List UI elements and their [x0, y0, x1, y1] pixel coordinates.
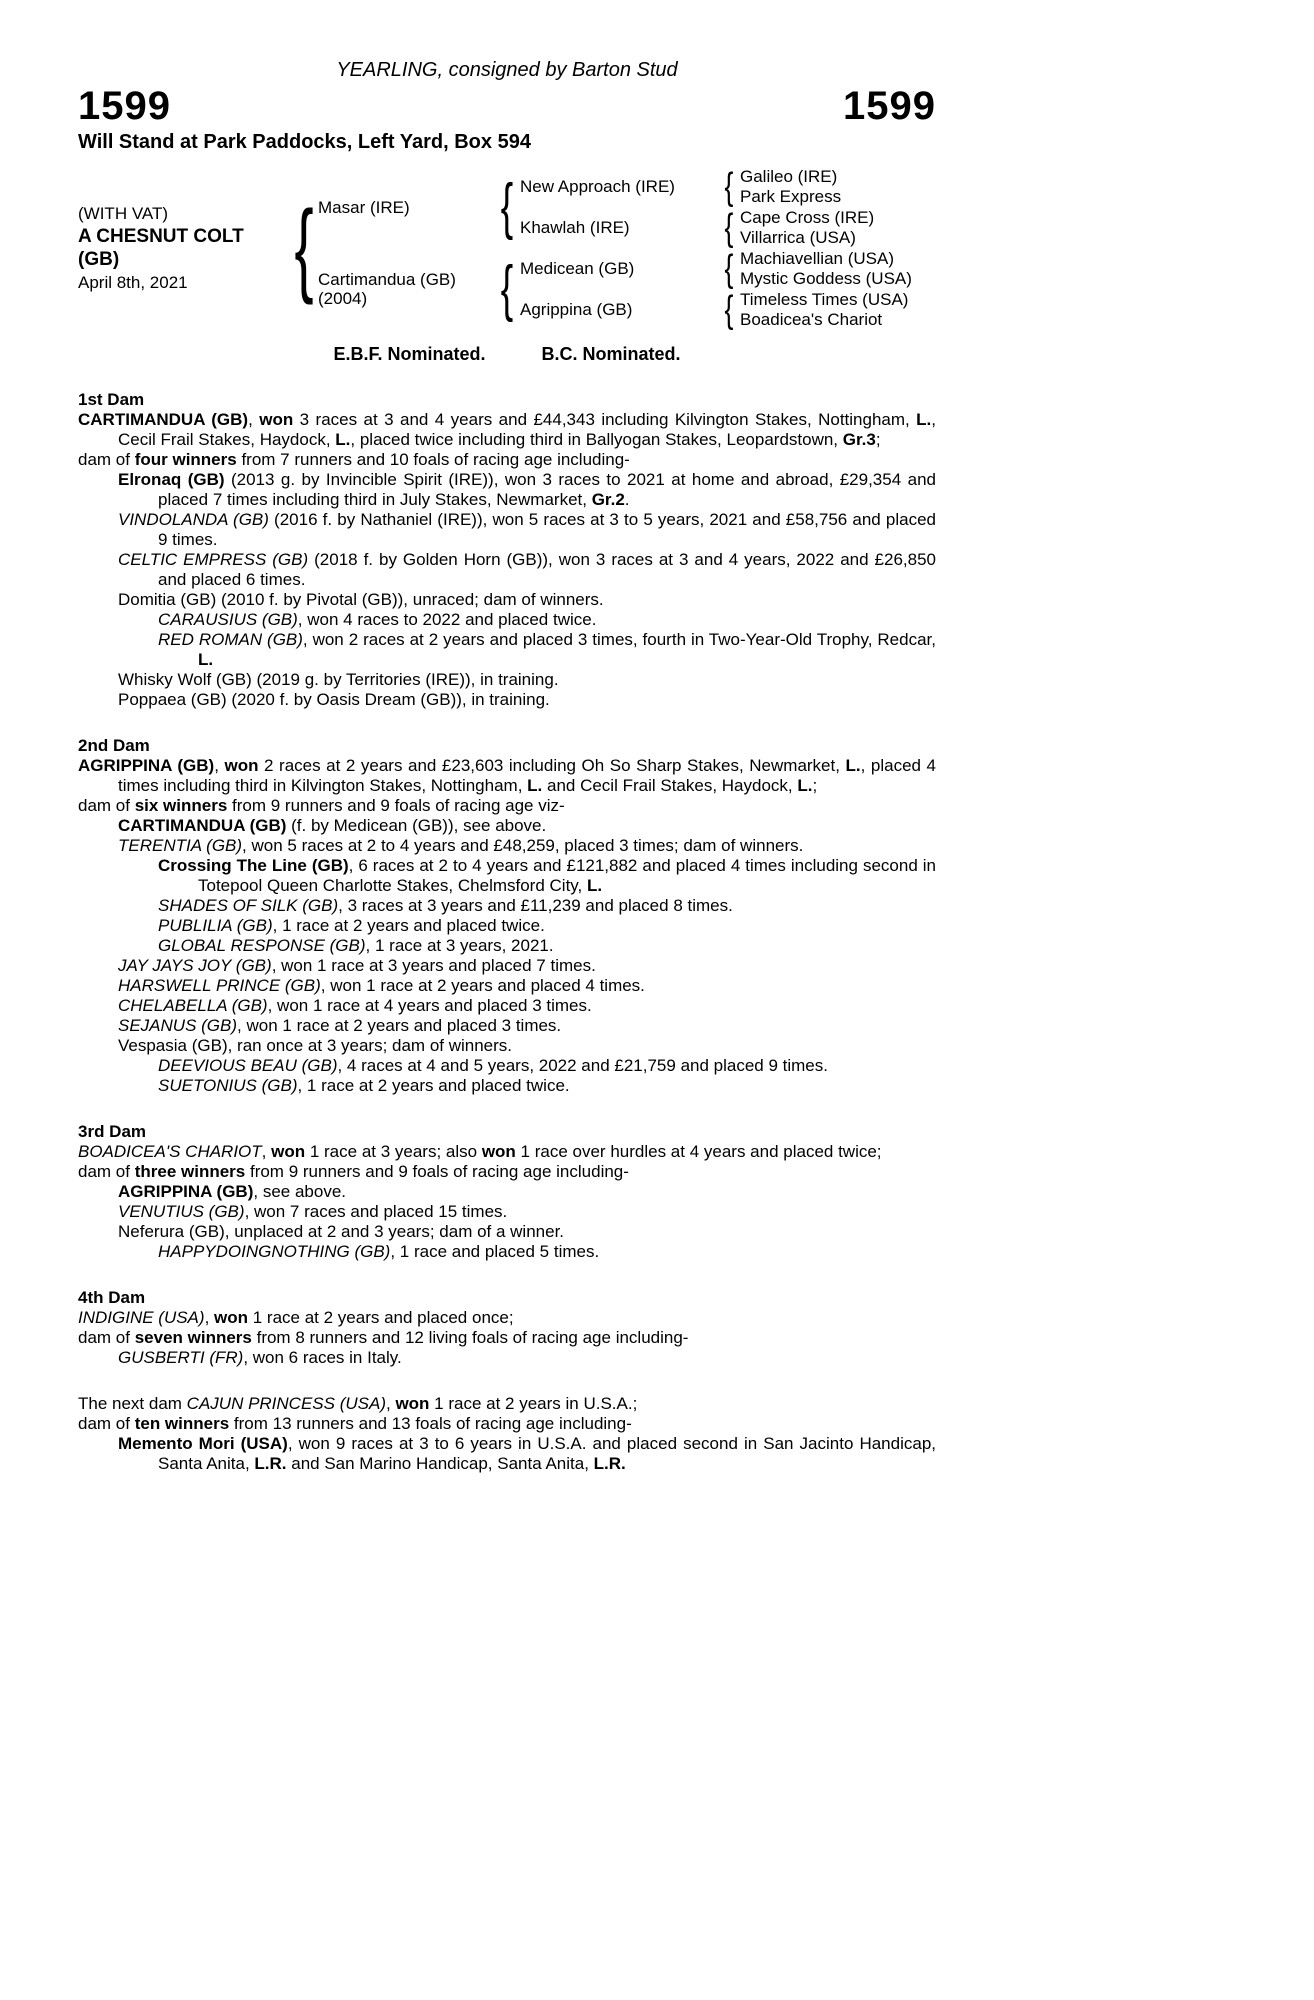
pedigree-paragraph: dam of three winners from 9 runners and 9 foals of racing age including-	[78, 1162, 629, 1181]
pedigree-paragraph: TERENTIA (GB), won 5 races at 2 to 4 years and £48,259, placed 3 times; dam of winners.	[118, 836, 804, 855]
subject-suffix: (GB)	[78, 249, 120, 270]
pedigree-paragraph: dam of six winners from 9 runners and 9 foals of racing age viz-	[78, 796, 565, 815]
pedigree-paragraph: INDIGINE (USA), won 1 race at 2 years and placed once;	[78, 1308, 514, 1327]
pedigree-paragraph: BOADICEA'S CHARIOT, won 1 race at 3 years; also won 1 race over hurdles at 4 years and placed twice;	[78, 1142, 882, 1161]
pedigree-brace-dd-icon: {	[724, 288, 734, 331]
gg-sire-sire-sire: Galileo (IRE)	[740, 166, 838, 186]
ebf-nomination: E.B.F. Nominated.	[333, 344, 486, 364]
dam-section	[78, 736, 936, 1096]
sire-dam-name: Khawlah (IRE)	[520, 218, 630, 237]
pedigree-paragraph: HARSWELL PRINCE (GB), won 1 race at 2 years and placed 4 times.	[118, 976, 645, 995]
pedigree-paragraph: CARTIMANDUA (GB), won 3 races at 3 and 4 years and £44,343 including Kilvington Stakes, Nottingham, L., Cecil Frail Stakes, Haydock, L., placed twice including third in Ballyogan Stakes, Leopardstown, Gr.3;	[78, 410, 937, 449]
subject-description: A CHESNUT COLT	[78, 226, 244, 247]
dam-heading: 1st Dam	[78, 390, 145, 409]
pedigree-paragraph: The next dam CAJUN PRINCESS (USA), won 1 race at 2 years in U.S.A.;	[78, 1394, 638, 1413]
vat-note: (WITH VAT)	[78, 204, 169, 223]
pedigree-brace-ss-icon: {	[724, 165, 734, 208]
gg-sire-dam-dam: Villarrica (USA)	[740, 228, 856, 248]
pedigree-paragraph: Domitia (GB) (2010 f. by Pivotal (GB)), unraced; dam of winners.	[118, 590, 604, 609]
sire-sire-name: New Approach (IRE)	[520, 177, 675, 196]
dam-section	[78, 1122, 936, 1262]
nominations-row	[78, 344, 936, 364]
pedigree-paragraph: SUETONIUS (GB), 1 race at 2 years and placed twice.	[158, 1076, 570, 1095]
subject-details	[78, 166, 290, 330]
pedigree-paragraph: dam of seven winners from 8 runners and 12 living foals of racing age including-	[78, 1328, 689, 1347]
dam-section	[78, 1394, 936, 1474]
pedigree-paragraph: HAPPYDOINGNOTHING (GB), 1 race and placed 5 times.	[158, 1242, 600, 1261]
consignment-header: YEARLING, consigned by Barton Stud	[336, 59, 678, 81]
pedigree-brace-ds-icon: {	[724, 247, 734, 290]
pedigree-paragraph: CARAUSIUS (GB), won 4 races to 2022 and placed twice.	[158, 610, 597, 629]
dam-year: (2004)	[318, 289, 368, 308]
dam-heading: 4th Dam	[78, 1288, 146, 1307]
dam-section	[78, 390, 936, 710]
stand-location: Will Stand at Park Paddocks, Left Yard, Box 594	[78, 131, 531, 153]
subject-foaling-date: April 8th, 2021	[78, 273, 188, 292]
pedigree-paragraph: AGRIPPINA (GB), won 2 races at 2 years and £23,603 including Oh So Sharp Stakes, Newmarket, L., placed 4 times including third in Kilvington Stakes, Nottingham, L. and Cecil Frail Stakes, Haydock, L.;	[78, 756, 936, 795]
pedigree-paragraph: SHADES OF SILK (GB), 3 races at 3 years and £11,239 and placed 8 times.	[158, 896, 733, 915]
pedigree-paragraph: PUBLILIA (GB), 1 race at 2 years and placed twice.	[158, 916, 545, 935]
pedigree-paragraph: VENUTIUS (GB), won 7 races and placed 15 times.	[118, 1202, 508, 1221]
dam-sire-name: Medicean (GB)	[520, 259, 635, 278]
lot-number-right: 1599	[843, 84, 936, 128]
pedigree-paragraph: Poppaea (GB) (2020 f. by Oasis Dream (GB)), in training.	[118, 690, 550, 709]
pedigree-paragraph: SEJANUS (GB), won 1 race at 2 years and placed 3 times.	[118, 1016, 562, 1035]
dam-name	[318, 248, 494, 330]
lot-number-row	[78, 84, 936, 128]
page-content	[78, 58, 936, 1474]
pedigree-brace-sire-icon: {	[500, 172, 514, 241]
pedigree-brace-sd-icon: {	[724, 206, 734, 249]
gg-sire-sire-dam: Park Express	[740, 187, 842, 207]
pedigree-paragraph: GLOBAL RESPONSE (GB), 1 race at 3 years, 2021.	[158, 936, 554, 955]
pedigree-paragraph: Vespasia (GB), ran once at 3 years; dam of winners.	[118, 1036, 513, 1055]
pedigree-paragraph: dam of ten winners from 13 runners and 13 foals of racing age including-	[78, 1414, 632, 1433]
pedigree-paragraph: Whisky Wolf (GB) (2019 g. by Territories (IRE)), in training.	[118, 670, 559, 689]
dam-name-line: Cartimandua (GB)	[318, 270, 456, 289]
dam-heading: 2nd Dam	[78, 736, 150, 755]
pedigree-paragraph: dam of four winners from 7 runners and 10 foals of racing age including-	[78, 450, 630, 469]
pedigree-paragraph: RED ROMAN (GB), won 2 races at 2 years and placed 3 times, fourth in Two-Year-Old Trophy, Redcar, L.	[158, 630, 936, 669]
gg-sire-dam-sire: Cape Cross (IRE)	[740, 207, 875, 227]
gg-dam-dam-dam: Boadicea's Chariot	[740, 310, 883, 330]
pedigree-paragraph: JAY JAYS JOY (GB), won 1 race at 3 years and placed 7 times.	[118, 956, 596, 975]
pedigree-table	[78, 166, 936, 330]
pedigree-sections	[78, 390, 936, 1474]
pedigree-paragraph: DEEVIOUS BEAU (GB), 4 races at 4 and 5 years, 2022 and £21,759 and placed 9 times.	[158, 1056, 828, 1075]
pedigree-paragraph: Neferura (GB), unplaced at 2 and 3 years; dam of a winner.	[118, 1222, 565, 1241]
gg-dam-sire-dam: Mystic Goddess (USA)	[740, 269, 912, 289]
pedigree-brace-gen1-icon: {	[294, 190, 314, 306]
sire-name: Masar (IRE)	[318, 197, 410, 217]
dam-section	[78, 1288, 936, 1368]
dam-heading: 3rd Dam	[78, 1122, 147, 1141]
pedigree-paragraph: Crossing The Line (GB), 6 races at 2 to 4 years and £121,882 and placed 4 times including second in Totepool Queen Charlotte Stakes, Chelmsford City, L.	[158, 856, 936, 895]
lot-number-left: 1599	[78, 84, 171, 128]
gg-dam-dam-sire: Timeless Times (USA)	[740, 289, 909, 309]
bc-nomination: B.C. Nominated.	[541, 344, 681, 364]
pedigree-paragraph: CHELABELLA (GB), won 1 race at 4 years and placed 3 times.	[118, 996, 592, 1015]
dam-dam-name: Agrippina (GB)	[520, 300, 633, 319]
pedigree-paragraph: AGRIPPINA (GB), see above.	[118, 1182, 346, 1201]
pedigree-paragraph: CELTIC EMPRESS (GB) (2018 f. by Golden Horn (GB)), won 3 races at 3 and 4 years, 2022 and £26,850 and placed 6 times.	[118, 550, 937, 589]
pedigree-paragraph: Memento Mori (USA), won 9 races at 3 to 6 years in U.S.A. and placed second in San Jacinto Handicap, Santa Anita, L.R. and San Marino Handicap, Santa Anita, L.R.	[118, 1434, 936, 1473]
pedigree-paragraph: VINDOLANDA (GB) (2016 f. by Nathaniel (IRE)), won 5 races at 3 to 5 years, 2021 and £58,756 and placed 9 times.	[118, 510, 936, 549]
pedigree-brace-dam-icon: {	[500, 254, 514, 323]
pedigree-paragraph: GUSBERTI (FR), won 6 races in Italy.	[118, 1348, 402, 1367]
pedigree-paragraph: CARTIMANDUA (GB) (f. by Medicean (GB)), see above.	[118, 816, 547, 835]
pedigree-paragraph: Elronaq (GB) (2013 g. by Invincible Spirit (IRE)), won 3 races to 2021 at home and abroad, £29,354 and placed 7 times including third in July Stakes, Newmarket, Gr.2.	[118, 470, 936, 509]
gg-dam-sire-sire: Machiavellian (USA)	[740, 248, 894, 268]
